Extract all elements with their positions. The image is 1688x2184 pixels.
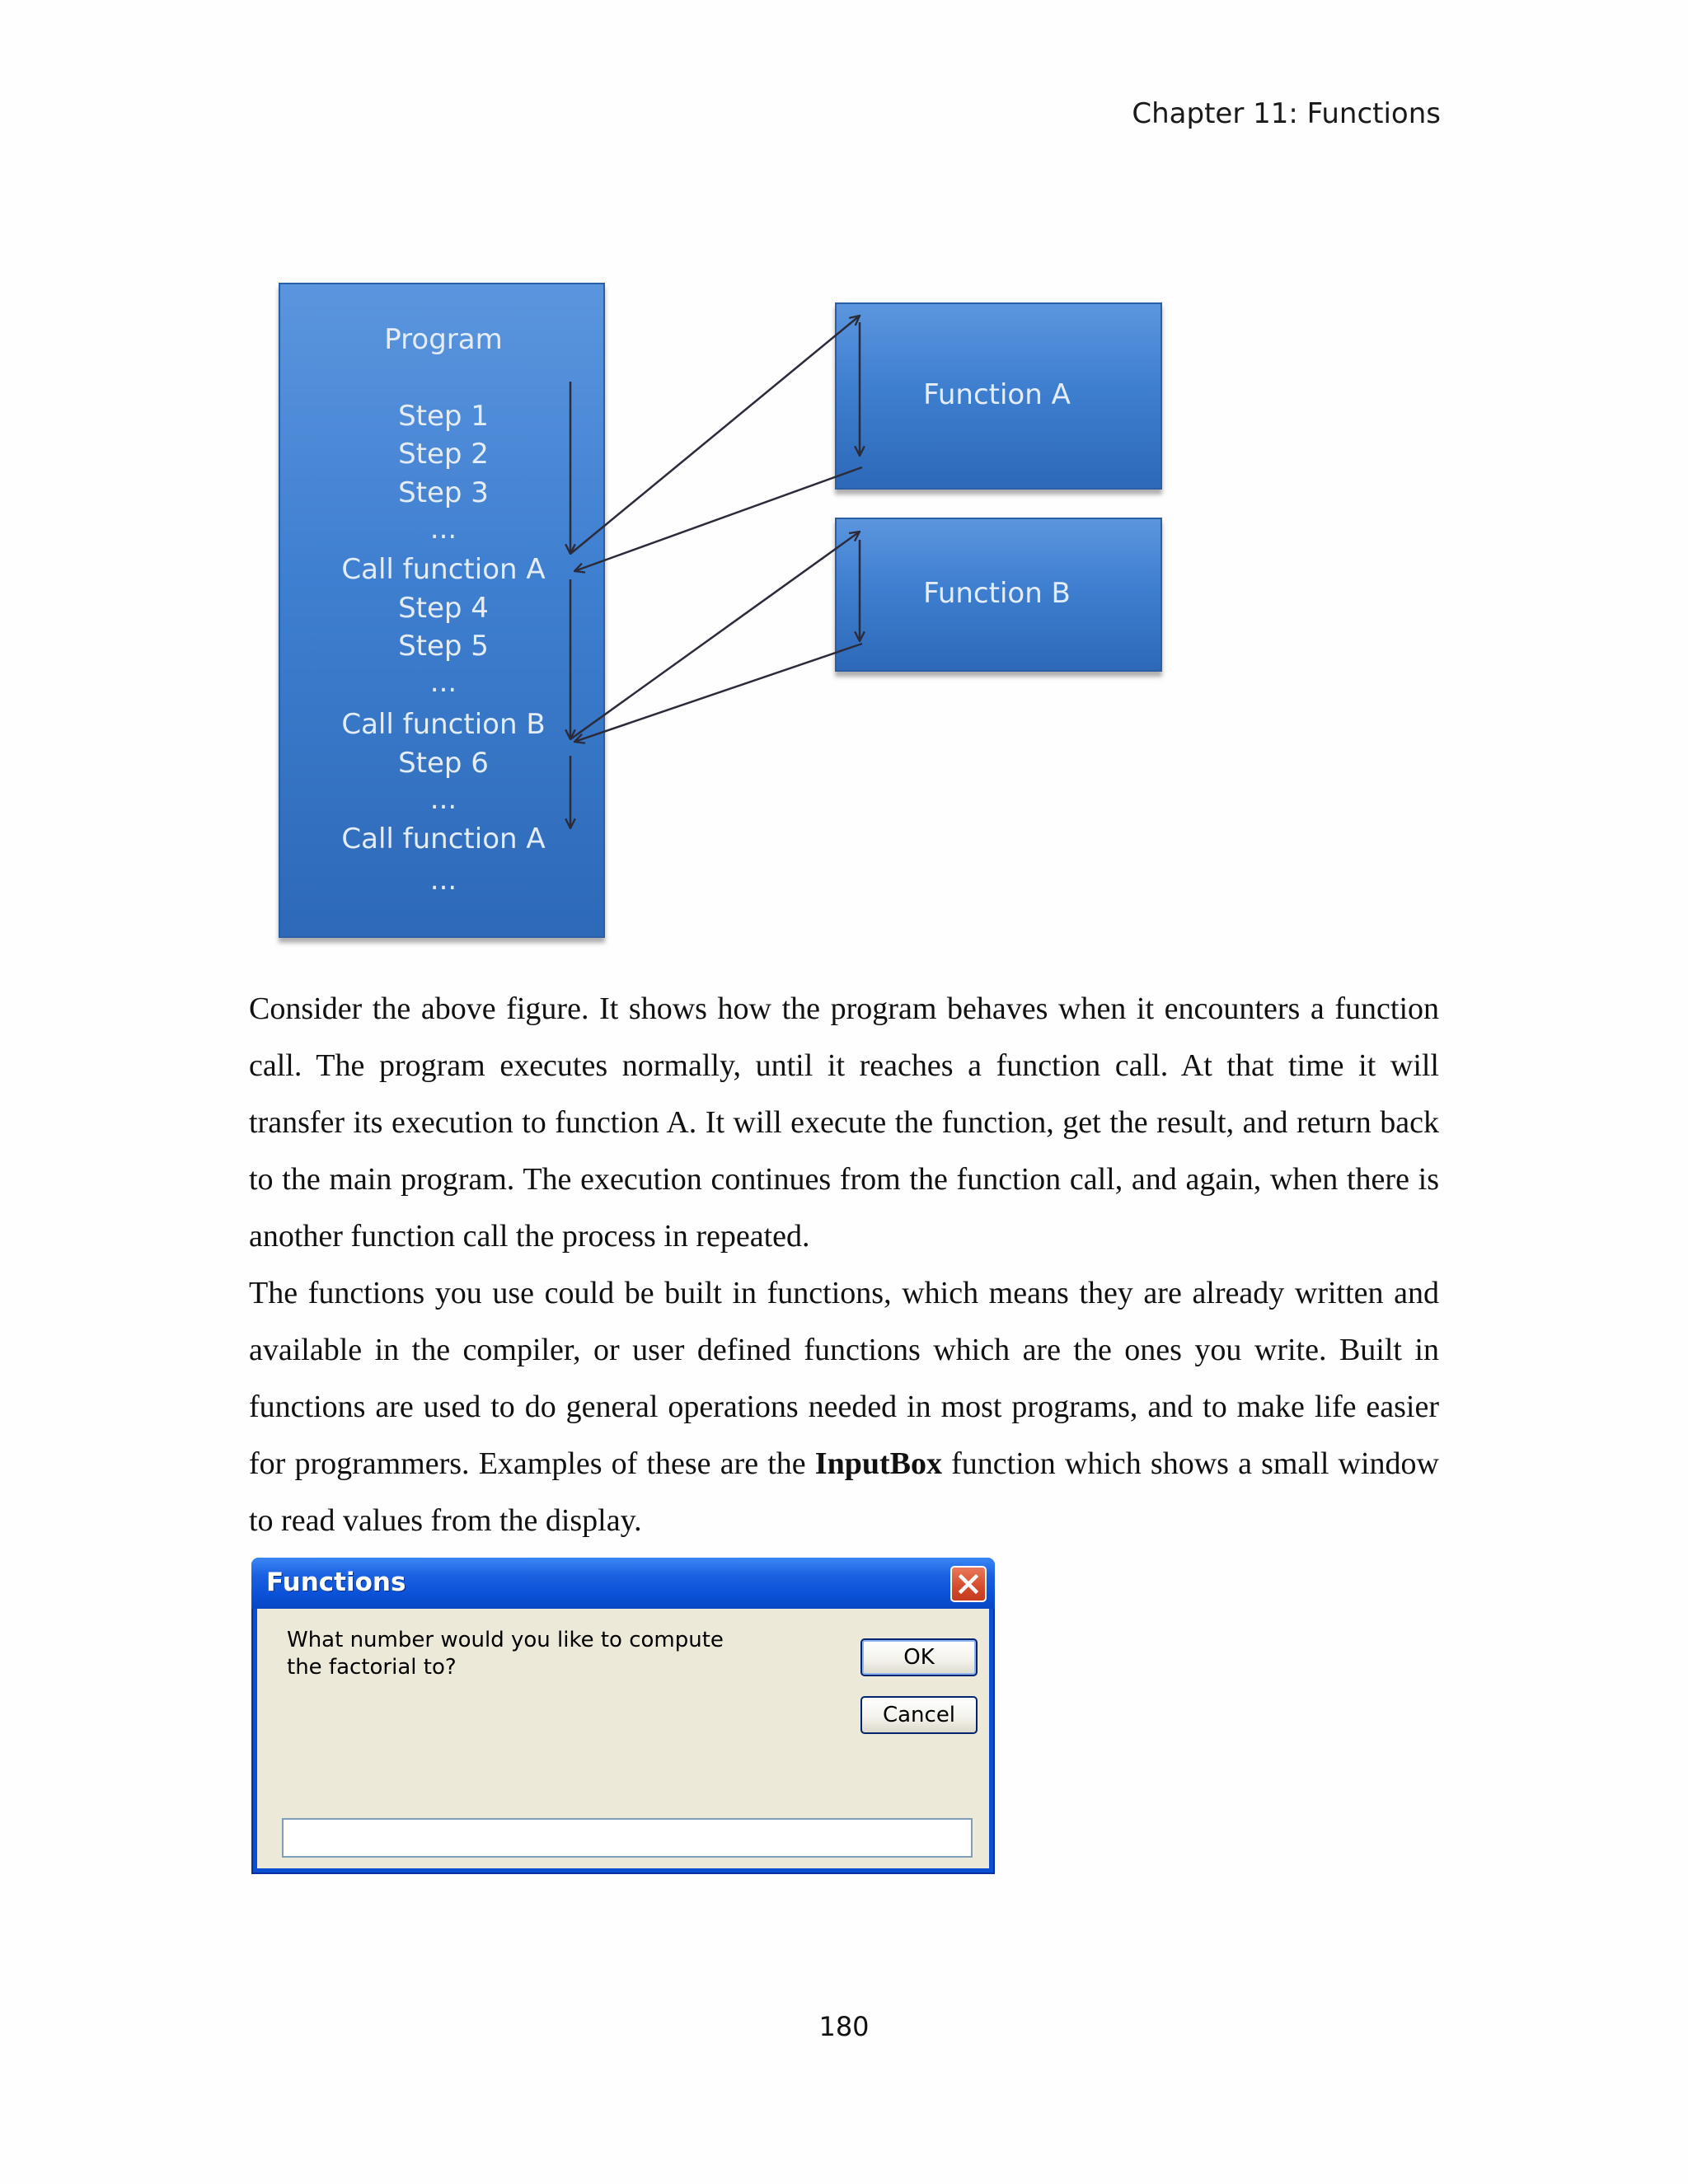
- paragraph-built-in-functions: [249, 1265, 1439, 1549]
- program-step: Step 6: [398, 747, 489, 780]
- program-step: ...: [429, 864, 457, 897]
- dialog-title: Functions: [266, 1568, 406, 1597]
- close-button[interactable]: [950, 1566, 987, 1602]
- return-a-arrow: [574, 467, 862, 571]
- inputbox-term: InputBox: [814, 1446, 942, 1481]
- return-b-arrow: [574, 644, 862, 742]
- value-input[interactable]: [282, 1818, 973, 1858]
- paragraph-text: function which shows a small window to read values from the display.: [249, 1446, 1439, 1538]
- dialog-prompt: What number would you like to compute the factorial to?: [287, 1628, 724, 1680]
- paragraph-figure-explanation: Consider the above figure. It shows how the program behaves when it encounters a function call. The program executes normally, until it reaches a function call. At that time it will transfer its execution to function A. It will execute the function, get the result, and return back to the main program. The execution continues from the function call, and again, when there is another function call the process in repeated.: [249, 991, 1439, 1254]
- inputbox-dialog: [251, 1558, 995, 1874]
- dialog-titlebar[interactable]: [251, 1558, 995, 1609]
- program-title: Program: [384, 323, 503, 356]
- program-step: Step 2: [398, 438, 489, 471]
- function-b-label: Function B: [923, 577, 1071, 610]
- program-step: Call function A: [341, 823, 546, 855]
- program-step: ...: [429, 513, 457, 546]
- dialog-body: [257, 1609, 989, 1868]
- program-step: ...: [429, 783, 457, 816]
- cancel-label: Cancel: [882, 1703, 956, 1727]
- call-a-arrow: [570, 316, 860, 554]
- program-step: Step 1: [398, 400, 489, 433]
- paragraph-text: The functions you use could be built in functions, which means they are already written and available in the compiler, or user defined functions which are the ones you write. Built in functions are used to do general operations needed in most programs, and to make life easier for programmers. Examples of these are the: [249, 1276, 1439, 1481]
- cancel-button[interactable]: [860, 1696, 978, 1734]
- program-step: Call function B: [341, 708, 546, 741]
- page-number: 180: [818, 2011, 870, 2042]
- close-icon: [952, 1568, 985, 1601]
- program-step: Call function A: [341, 553, 546, 586]
- program-step: Step 3: [398, 476, 489, 509]
- program-step: Step 5: [398, 630, 489, 663]
- ok-label: OK: [903, 1645, 935, 1670]
- program-step: ...: [429, 666, 457, 699]
- ok-button[interactable]: [860, 1638, 978, 1676]
- program-step: Step 4: [398, 592, 489, 625]
- function-a-label: Function A: [923, 378, 1071, 411]
- function-call-figure: [0, 0, 1688, 956]
- flow-arrows: [0, 0, 1688, 956]
- call-b-arrow: [570, 532, 860, 739]
- chapter-header: Chapter 11: Functions: [1132, 97, 1441, 130]
